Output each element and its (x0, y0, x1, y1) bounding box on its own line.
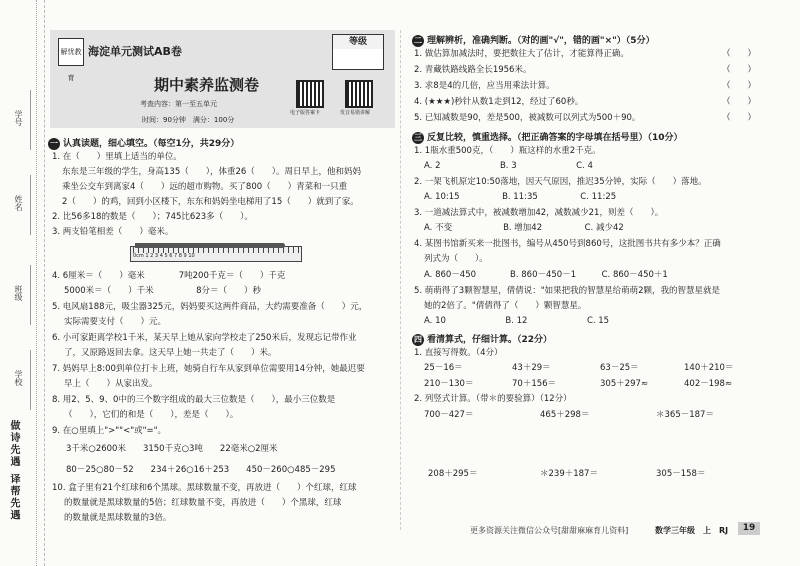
student-id-label: 学号 (14, 110, 23, 126)
question-line: 6. 小可家距离学校1千米，某天早上她从家向学校走了250米后，发现忘记带作业 (52, 333, 357, 343)
exam-scope: 考查内容：第一至五单元 (140, 100, 217, 108)
qr-label-2: 发音易错讲解 (340, 110, 371, 116)
question-line: 实际需要支付（ ）元。 (64, 317, 167, 327)
vertical-calc: 305－158＝ (656, 469, 706, 479)
footer-note: 更多资源关注微信公众号[甜甜麻麻育儿资料] (470, 526, 629, 535)
choice-options: A. 860－450 B. 860－450－1 C. 860－450＋1 (424, 270, 668, 280)
page-number: 19 (738, 522, 760, 535)
question-line: 东东是三年级的学生，身高135（ ），体重26（ ）。周日早上，他和妈妈 (62, 167, 362, 177)
question-line: 了，又原路返回去拿。这天早上她一共走了（ ）米。 (64, 348, 277, 358)
exam-title: 期中素养监测卷 (154, 76, 260, 94)
question-line: 2（ ）的鸡，回到小区楼下，东东和妈妈坐电梯用了15（ ）就到了家。 (62, 197, 359, 207)
qr-code-icon (296, 80, 324, 108)
class-label: 班级 (14, 285, 23, 301)
choice-item: 2. 一架飞机原定10:50落地，因天气原因，推迟35分钟，实际（ ）落地。 (414, 177, 707, 187)
answer-paren[interactable]: （ ） (722, 65, 757, 75)
question-line: 的数量就是黑球数量的3倍。 (64, 513, 172, 523)
answer-paren[interactable]: （ ） (722, 113, 757, 123)
question-line: 4. 6厘米＝（ ）毫米 7吨200千克＝（ ）千克 (52, 271, 286, 281)
answer-paren[interactable]: （ ） (722, 49, 757, 59)
choice-options: A. 10:15 B. 11:35 C. 11:25 (424, 192, 617, 202)
calc-item: 305＋297≈ (600, 379, 649, 389)
choice-item: 3. 一道减法算式中，被减数增加42，减数减少21，则差（ ）。 (414, 208, 664, 218)
binding-strip (0, 0, 45, 566)
calc-subtitle: 2. 列竖式计算。（带＊的要验算）（12分） (414, 394, 572, 404)
answer-paren[interactable]: （ ） (722, 97, 757, 107)
section-4-heading: 四 看清算式，仔细计算。（22分） (414, 334, 553, 345)
qr-label-1: 电子版答案卡 (290, 110, 321, 116)
question-line: 7. 妈妈早上8:00到单位打卡上班，她骑自行车从家到单位需要用14分钟，她最迟要 (52, 364, 365, 374)
name-label: 姓名 (14, 195, 23, 211)
calc-item: 63－25＝ (600, 363, 639, 373)
judge-item: 3. 求8是4的几倍，应当用乘法计算。 (414, 81, 555, 91)
question-line: 9. 在○里填上">""<"或"="。 (52, 426, 167, 436)
judge-item: 5. 已知减数是90，差是500，被减数可以列式为500＋90。 (414, 113, 641, 123)
choice-item: 列式为（ ）。 (424, 254, 488, 264)
pencil-figure (135, 243, 285, 248)
question-line: （ ），它们的和是（ ），差是（ ）。 (64, 410, 239, 420)
compare-row: 3千米○2600米 3150千克○3吨 22毫米○2厘米 (66, 444, 278, 454)
question-line: 1. 在（ ）里填上适当的单位。 (52, 152, 182, 162)
calc-item: 210－130＝ (424, 379, 474, 389)
choice-options: A. 10 B. 12 C. 15 (424, 316, 610, 326)
choice-options: A. 不变 B. 增加42 C. 减少42 (424, 223, 624, 233)
calc-item: 140＋210＝ (684, 363, 734, 373)
question-line: 5000米＝（ ）千米 8分＝（ ）秒 (64, 286, 262, 296)
question-line: 2. 比56多18的数是（ ）；745比623多（ ）。 (52, 212, 253, 222)
qr-code-icon (345, 80, 373, 108)
ruler-figure: 0cm 1 2 3 4 5 6 7 8 9 10 (130, 246, 302, 262)
judge-item: 2. 青藏铁路线路全长1956米。 (414, 65, 532, 75)
exam-time-score: 时间：90分钟 满分：100分 (142, 116, 235, 124)
calc-subtitle: 1. 直接写得数。（4分） (414, 348, 503, 358)
question-line: 的数量就是黑球数量的5倍；红球数量不变，再放进（ ）个黑球，红球 (64, 498, 342, 508)
vertical-calc: ＊365－187＝ (656, 410, 714, 420)
choice-item: 她的2倍了。"倩倩得了（ ）颗智慧星。 (424, 301, 587, 311)
question-line: 早上（ ）从家出发。 (64, 379, 158, 389)
question-line: 3. 两支铅笔相差（ ）毫米。 (52, 227, 174, 237)
choice-item: 1. 1瓶水重500克，（ ）瓶这样的水重2千克。 (414, 146, 601, 156)
grade-label: 等级 (332, 34, 384, 50)
logo: 解忧教育 (58, 38, 84, 66)
section-number-icon: 三 (414, 132, 422, 142)
judge-item: 4. (★★★)秒针从数1走到12，经过了60秒。 (414, 97, 584, 107)
grade-field[interactable] (332, 49, 384, 70)
section-number-icon: 二 (414, 35, 422, 45)
calc-item: 70＋156＝ (512, 379, 557, 389)
section-2-heading: 二 理解辨析，准确判断。（对的画"√"，错的画"×"）（5分） (414, 35, 655, 46)
choice-item: 5. 萌萌得了3颗智慧星，倩倩说："如果把我的智慧星给萌萌2颗，我的智慧星就是 (414, 286, 721, 296)
vertical-calc: ＊239＋187＝ (540, 469, 598, 479)
question-line: 乘坐公交车到离家4（ ）远的超市购物。买了800（ ）青菜和一只重 (62, 182, 348, 192)
answer-paren[interactable]: （ ） (722, 81, 757, 91)
judge-item: 1. 做估算加减法时，要把数往大了估计，才能算得正确。 (414, 49, 629, 59)
section-number-icon: 一 (50, 138, 58, 148)
calc-item: 402－198≈ (684, 379, 733, 389)
section-1-heading: 一 认真读题，细心填空。（每空1分，共29分） (50, 138, 240, 149)
series-title: 海淀单元测试AB卷 (88, 45, 182, 58)
question-line: 10. 盒子里有21个红球和6个黑球。黑球数量不变，再放进（ ）个红球，红球 (52, 483, 357, 493)
vertical-calc: 208＋295＝ (428, 469, 478, 479)
question-line: 8. 用2、5、9、0中的三个数字组成的最大三位数是（ ），最小三位数是 (52, 395, 336, 405)
vertical-calc: 700－427＝ (424, 410, 474, 420)
footer-subject: 数学三年级 上 RJ (655, 526, 729, 535)
school-label: 学校 (14, 370, 23, 386)
vertical-calc: 465＋298＝ (540, 410, 590, 420)
section-number-icon: 四 (414, 334, 422, 344)
choice-item: 4. 某图书馆新买来一批图书，编号从450号到860号，这批图书共有多少本？正确 (414, 239, 721, 249)
calc-item: 43＋29＝ (512, 363, 551, 373)
choice-options: A. 2 B. 3 C. 4 (424, 161, 593, 171)
section-3-heading: 三 反复比较，慎重选择。（把正确答案的字母填在括号里）（10分） (414, 132, 683, 143)
binding-brand: 做诗先遇 译帮先遇 (8, 420, 19, 522)
question-line: 5. 电风扇188元，吸尘器325元，妈妈要买这两件商品，大约需要准备（ ）元， (52, 302, 368, 312)
calc-item: 25－16＝ (424, 363, 463, 373)
compare-row: 80－25○80－52 234＋26○16＋253 450－260○485－295 (66, 465, 336, 475)
